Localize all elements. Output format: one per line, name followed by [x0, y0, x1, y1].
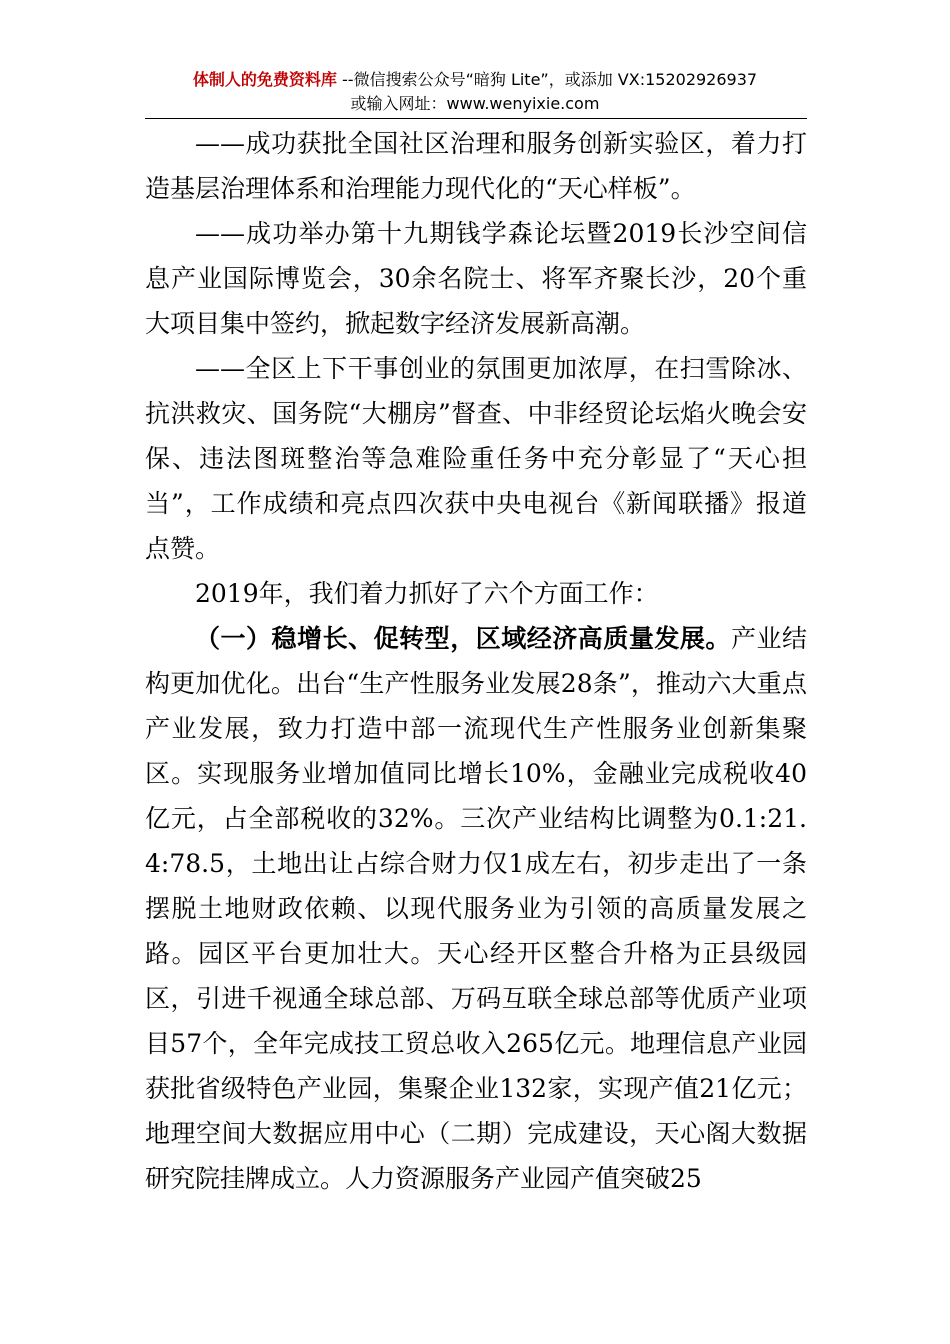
header-line-1: [0, 68, 950, 92]
paragraph: [145, 121, 807, 211]
paragraph: [145, 616, 807, 1201]
header-site-name: 体制人的免费资料库: [192, 70, 337, 89]
paragraph-text: ——成功举办第十九期钱学森论坛暨2019长沙空间信息产业国际博览会，30余名院士、将军齐聚长沙，20个重大项目集中签约，掀起数字经济发展新高潮。: [145, 219, 807, 338]
page-header: [0, 68, 950, 116]
document-body: [145, 121, 807, 1201]
paragraph: [145, 211, 807, 346]
paragraph-text: ——全区上下干事创业的氛围更加浓厚，在扫雪除冰、抗洪救灾、国务院“大棚房”督查、中非经贸论坛焰火晚会安保、违法图斑整治等急难险重任务中充分彰显了“天心担当”，工作成绩和亮点四次获中央电视台《新闻联播》报道点赞。: [145, 354, 807, 563]
header-line-2: 或输入网址：www.wenyixie.com: [350, 94, 600, 113]
paragraph: [145, 346, 807, 571]
paragraph-text: 产业结构更加优化。出台“生产性服务业发展28条”，推动六大重点产业发展，致力打造中部一流现代生产性服务业创新集聚区。实现服务业增加值同比增长10%，金融业完成税收40亿元，占全部税收的32%。三次产业结构比调整为0.1:21.4:78.5，土地出让占综合财力仅1成左右，初步走出了一条摆脱土地财政依赖、以现代服务业为引领的高质量发展之路。园区平台更加壮大。天心经开区整合升格为正县级园区，引进千视通全球总部、万码互联全球总部等优质产业项目57个，全年完成技工贸总收入265亿元。地理信息产业园获批省级特色产业园，集聚企业132家，实现产值21亿元；地理空间大数据应用中心（二期）完成建设，天心阁大数据研究院挂牌成立。人力资源服务产业园产值突破25: [145, 624, 807, 1193]
header-contact: --微信搜索公众号“暗狗 Lite”，或添加 VX:15202926937: [336, 70, 758, 89]
section-heading: （一）稳增长、促转型，区域经济高质量发展。: [195, 624, 731, 653]
paragraph-text: ——成功获批全国社区治理和服务创新实验区，着力打造基层治理体系和治理能力现代化的“天心样板”。: [145, 129, 807, 203]
header-divider: [145, 118, 807, 119]
paragraph-text: 2019年，我们着力抓好了六个方面工作：: [195, 579, 659, 608]
paragraph: [145, 571, 807, 616]
